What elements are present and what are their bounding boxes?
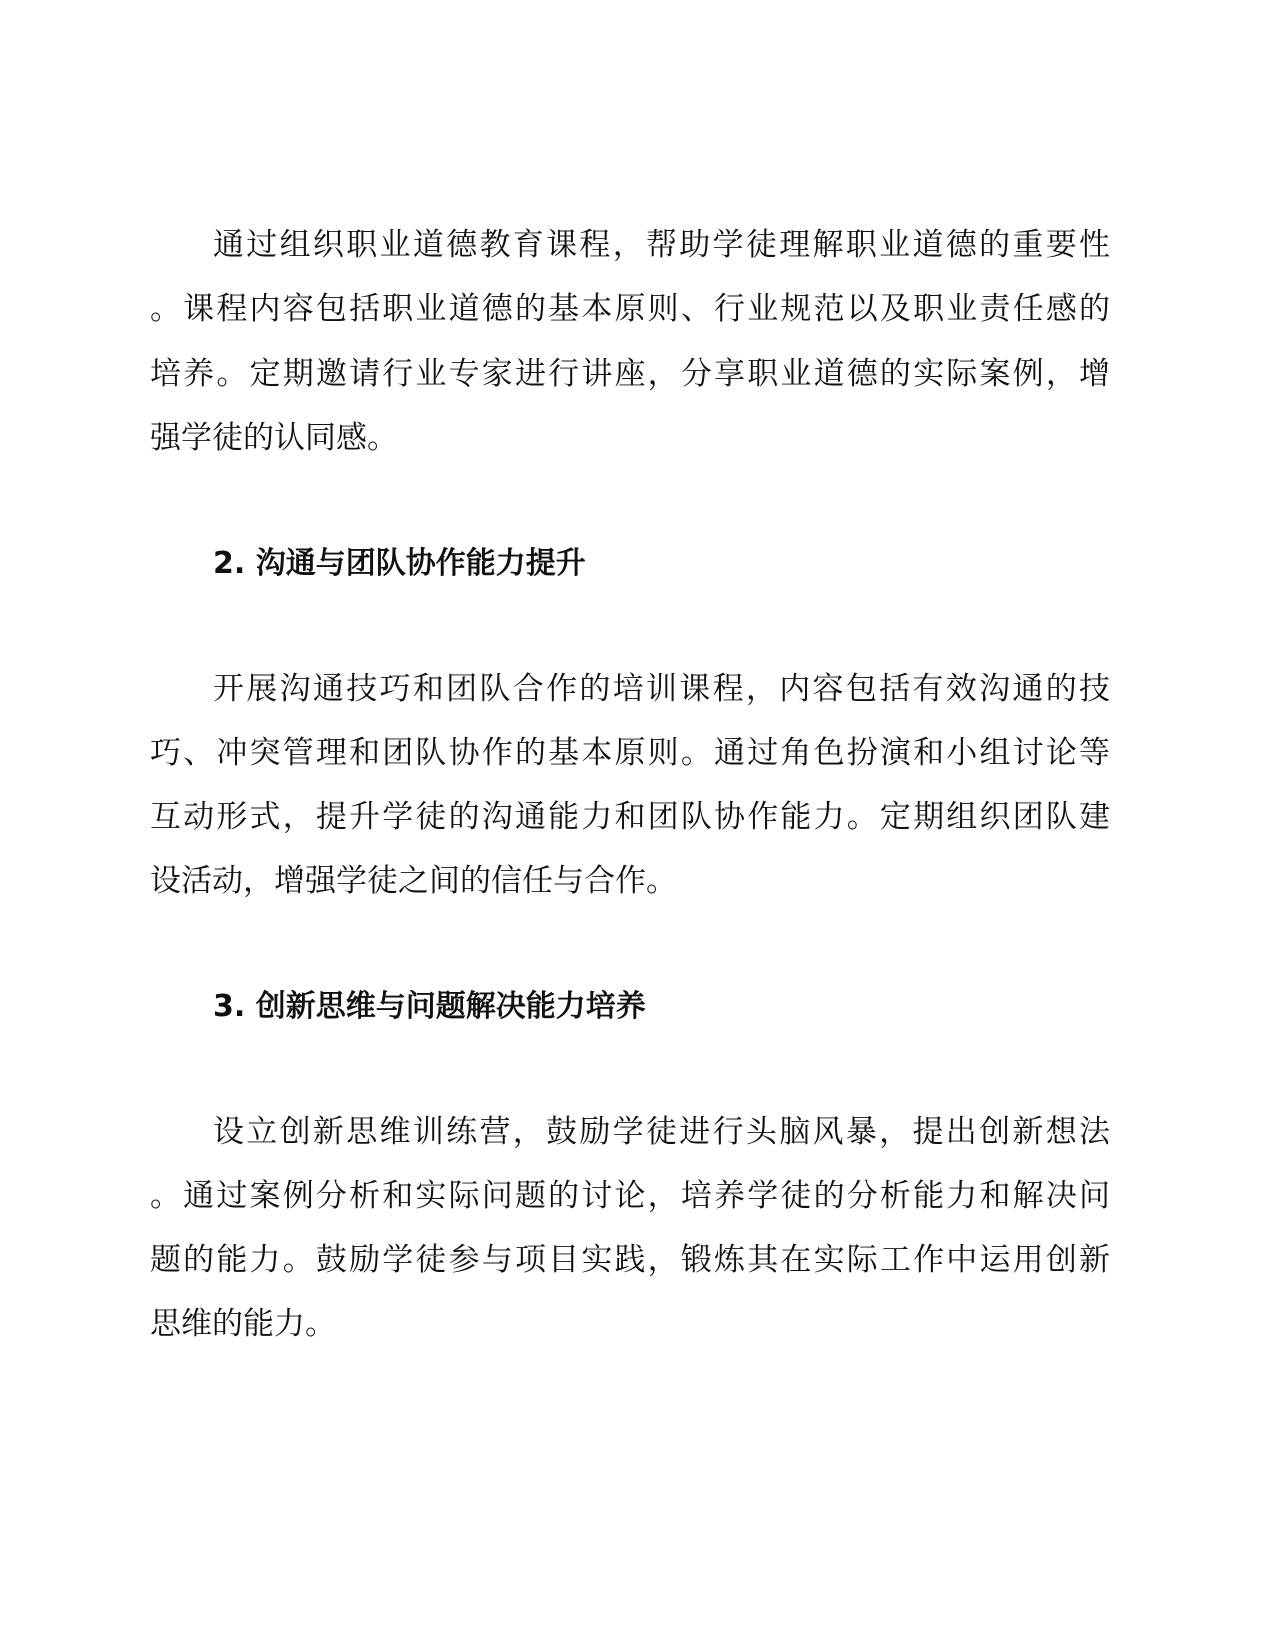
paragraph-line: 通过组织职业道德教育课程，帮助学徒理解职业道德的重要性 — [213, 227, 1110, 263]
paragraph-line: 设活动，增强学徒之间的信任与合作。 — [150, 863, 677, 899]
paragraph-line: 思维的能力。 — [150, 1306, 336, 1342]
paragraph-line: 互动形式，提升学徒的沟通能力和团队协作能力。定期组织团队建 — [150, 799, 1110, 835]
paragraph-line: 。通过案例分析和实际问题的讨论，培养学徒的分析能力和解决问 — [150, 1178, 1110, 1214]
paragraph-line: 。课程内容包括职业道德的基本原则、行业规范以及职业责任感的 — [150, 291, 1110, 327]
paragraph-line: 强学徒的认同感。 — [150, 420, 398, 456]
paragraph-line: 巧、冲突管理和团队协作的基本原则。通过角色扮演和小组讨论等 — [150, 735, 1110, 771]
paragraph-line: 题的能力。鼓励学徒参与项目实践，锻炼其在实际工作中运用创新 — [150, 1242, 1110, 1278]
paragraph-line: 培养。定期邀请行业专家进行讲座，分享职业道德的实际案例，增 — [150, 356, 1110, 392]
section-heading: 2. 沟通与团队协作能力提升 — [213, 546, 586, 581]
section-heading: 3. 创新思维与问题解决能力培养 — [213, 989, 646, 1024]
paragraph-line: 设立创新思维训练营，鼓励学徒进行头脑风暴，提出创新想法 — [213, 1114, 1110, 1150]
paragraph-line: 开展沟通技巧和团队合作的培训课程，内容包括有效沟通的技 — [213, 671, 1110, 707]
